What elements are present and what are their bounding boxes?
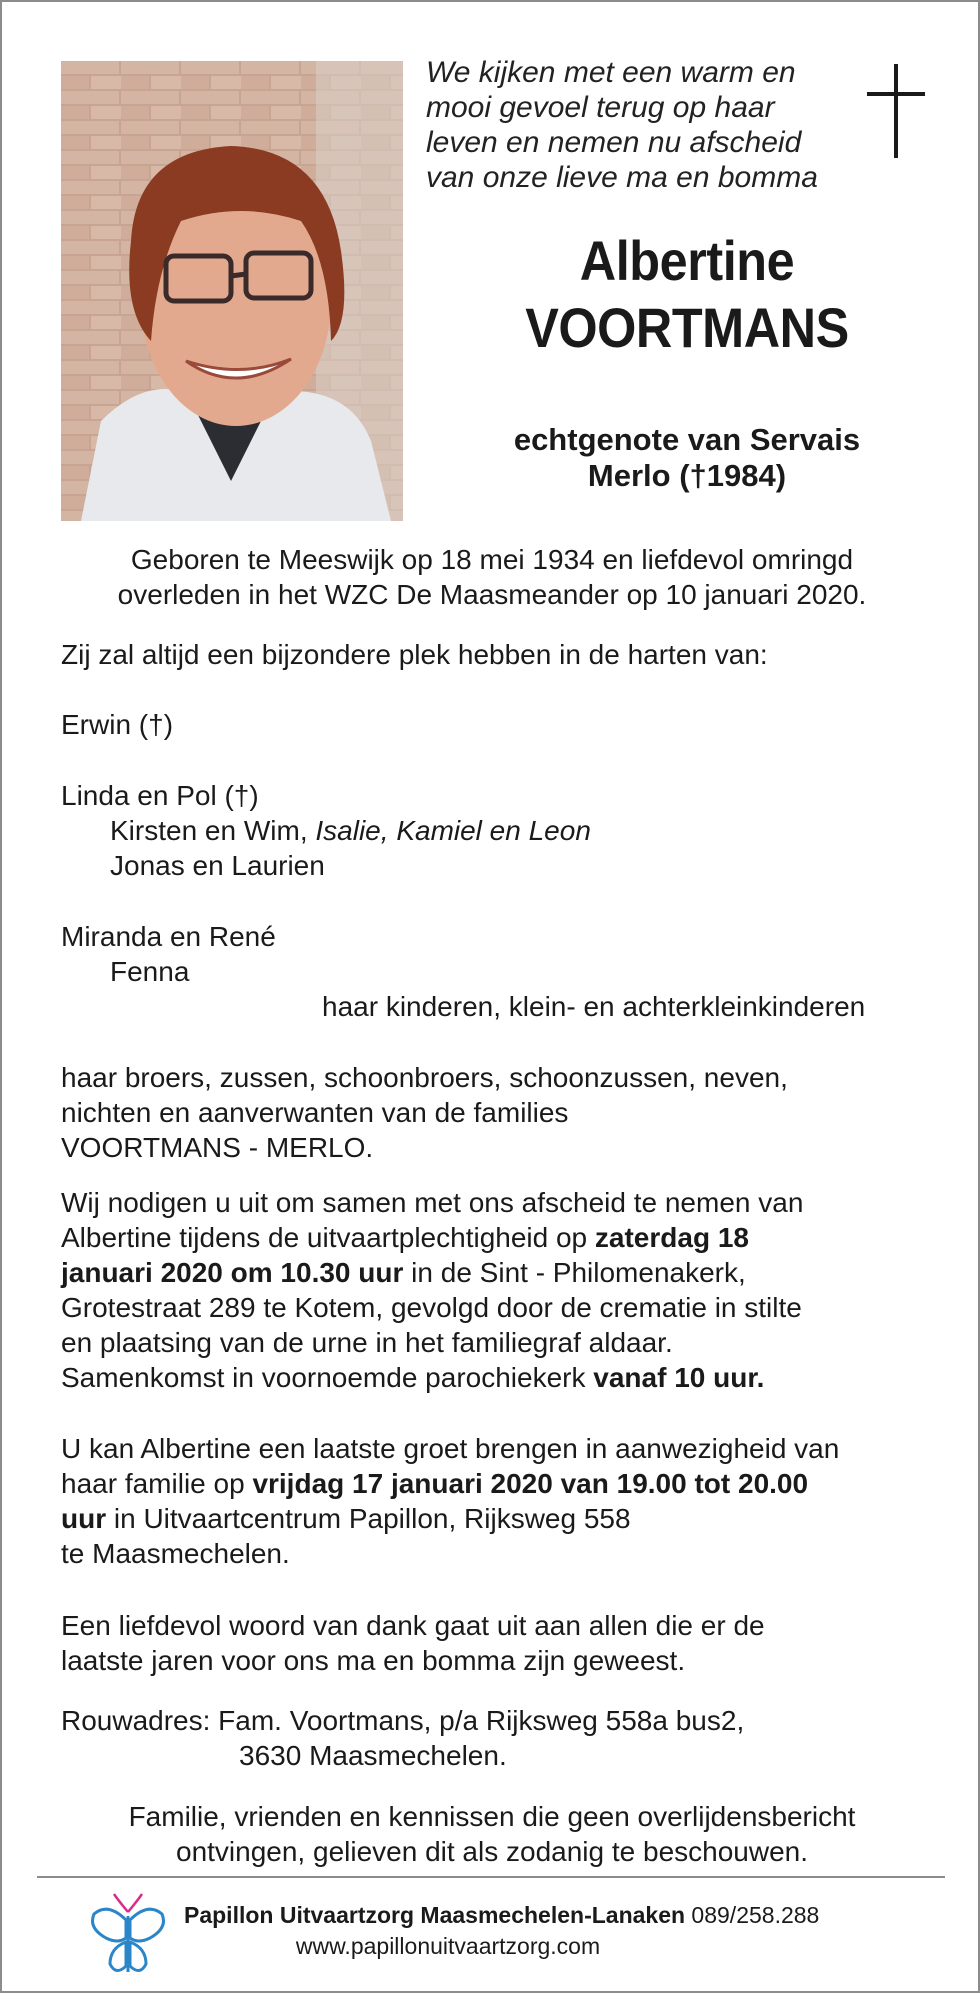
thanks-note	[61, 1608, 765, 1678]
family-linda: Linda en Pol (†)	[61, 780, 259, 811]
family-kirsten	[61, 813, 591, 848]
funeral-home-website[interactable]: www.papillonuitvaartzorg.com	[295, 1933, 601, 1959]
intro-line: leven en nemen nu afscheid	[426, 126, 802, 159]
ceremony-text: in de Sint - Philomenakerk,	[403, 1257, 746, 1288]
spouse-line: Merlo (†1984)	[587, 458, 787, 493]
spouse-info	[407, 422, 967, 494]
ceremony-line: en plaatsing van de urne in het familiegraf aldaar.	[61, 1327, 673, 1358]
ceremony-text: Samenkomst in voornoemde parochiekerk	[61, 1362, 594, 1393]
address-line: 3630 Maasmechelen.	[239, 1740, 507, 1771]
visit-line	[61, 1501, 839, 1536]
family-jonas: Jonas en Laurien	[110, 850, 325, 881]
ceremony-line	[61, 1360, 803, 1395]
visit-line: U kan Albertine een laatste groet brengen in aanwezigheid van	[61, 1433, 840, 1464]
relatives	[61, 1060, 788, 1165]
visit-line: te Maasmechelen.	[61, 1538, 290, 1569]
ceremony-line: Wij nodigen u uit om samen met ons afscheid te nemen van	[61, 1187, 804, 1218]
spouse-line: echtgenote van Servais	[513, 422, 861, 457]
portrait-photo	[61, 61, 403, 521]
closing-line: ontvingen, gelieven dit als zodanig te beschouwen.	[176, 1836, 808, 1867]
intro-line: van onze lieve ma en bomma	[426, 161, 818, 194]
visit-text: haar familie op	[61, 1468, 253, 1499]
thanks-line: Een liefdevol woord van dank gaat uit aan allen die er de	[61, 1610, 765, 1641]
ceremony-line	[61, 1255, 803, 1290]
visitation-info	[61, 1431, 839, 1571]
family-miranda-block	[61, 919, 276, 989]
birth-death-statement	[22, 542, 962, 612]
relatives-line: nichten en aanverwanten van de families	[61, 1097, 569, 1128]
intro-verse	[426, 55, 856, 195]
gathering-time: vanaf 10 uur.	[593, 1362, 765, 1393]
visit-date: uur	[61, 1503, 107, 1534]
kirsten-names: Kirsten en Wim,	[110, 815, 316, 846]
latin-cross-icon	[862, 62, 932, 162]
visit-line	[61, 1466, 839, 1501]
ceremony-date: zaterdag 18	[594, 1222, 749, 1253]
address-line: Rouwadres: Fam. Voortmans, p/a Rijksweg 558a bus2,	[61, 1705, 745, 1736]
first-name: Albertine	[579, 229, 795, 292]
funeral-home-name: Papillon Uitvaartzorg Maasmechelen-Lanaken	[184, 1902, 686, 1928]
thanks-line: laatste jaren voor ons ma en bomma zijn geweest.	[61, 1645, 686, 1676]
family-fenna: Fenna	[110, 956, 190, 987]
relatives-line: haar broers, zussen, schoonbroers, schoonzussen, neven,	[61, 1062, 788, 1093]
intro-line: We kijken met een warm en	[426, 56, 796, 89]
deceased-name	[435, 227, 939, 361]
great-grandchildren: Isalie, Kamiel en Leon	[315, 815, 591, 846]
funeral-home-line	[184, 1900, 819, 1930]
born-line: overleden in het WZC De Maasmeander op 10 januari 2020.	[117, 579, 867, 610]
ceremony-info	[61, 1185, 803, 1395]
ceremony-text: Albertine tijdens de uitvaartplechtigheid op	[61, 1222, 595, 1253]
children-label: haar kinderen, klein- en achterkleinkinderen	[322, 991, 866, 1022]
family-erwin: Erwin (†)	[61, 709, 174, 740]
funeral-home-phone: 089/258.288	[685, 1902, 820, 1928]
ceremony-date-time: januari 2020 om 10.30 uur	[61, 1257, 404, 1288]
relatives-line: VOORTMANS - MERLO.	[61, 1132, 374, 1163]
intro-line: mooi gevoel terug op haar	[426, 91, 775, 124]
hearts-intro: Zij zal altijd een bijzondere plek hebben in de harten van:	[61, 639, 768, 670]
footer-divider	[37, 1876, 945, 1878]
born-line: Geboren te Meeswijk op 18 mei 1934 en liefdevol omringd	[130, 544, 854, 575]
closing-line: Familie, vrienden en kennissen die geen overlijdensbericht	[128, 1801, 856, 1832]
mourning-address	[61, 1703, 744, 1773]
last-name: VOORTMANS	[525, 296, 849, 359]
family-linda-block	[61, 778, 591, 883]
visit-text: in Uitvaartcentrum Papillon, Rijksweg 558	[106, 1503, 631, 1534]
butterfly-logo-icon	[88, 1892, 168, 1978]
ceremony-line: Grotestraat 289 te Kotem, gevolgd door de crematie in stilte	[61, 1292, 802, 1323]
family-miranda: Miranda en René	[61, 921, 276, 952]
ceremony-line	[61, 1220, 803, 1255]
visit-date: vrijdag 17 januari 2020 van 19.00 tot 20.00	[252, 1468, 809, 1499]
closing-note	[22, 1799, 962, 1869]
